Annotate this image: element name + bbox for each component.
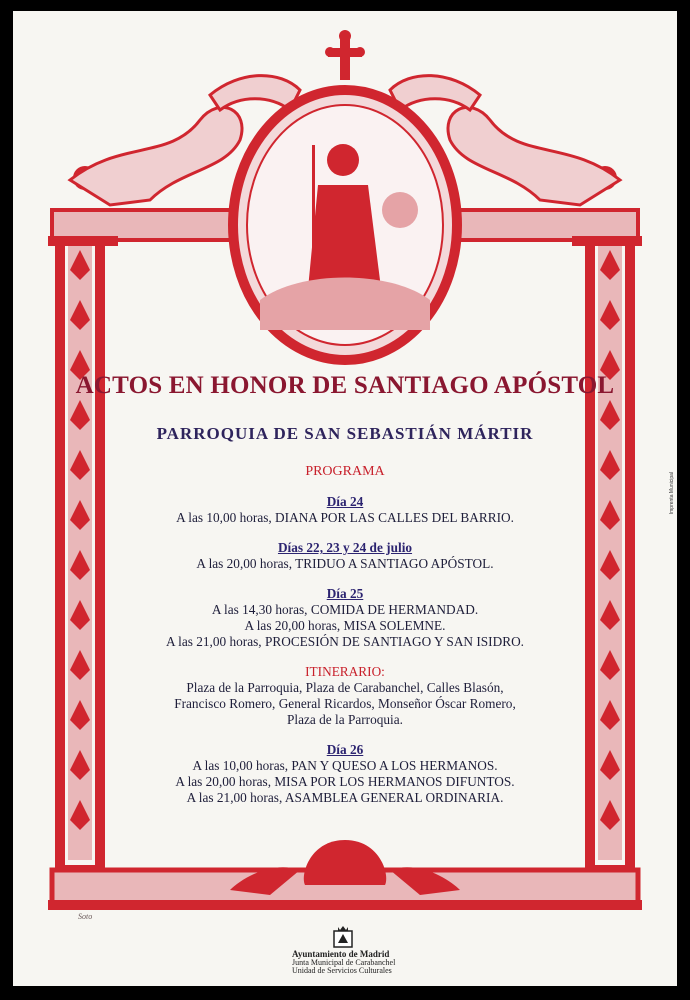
left-banner: [70, 107, 242, 205]
santiago-cross: [325, 30, 365, 80]
section-line: A las 10,00 horas, DIANA POR LAS CALLES DEL BARRIO.: [176, 510, 514, 525]
footer-institution: [292, 950, 395, 976]
right-banner: [448, 107, 620, 205]
itinerario-line: Francisco Romero, General Ricardos, Monseñor Óscar Romero,: [174, 696, 516, 711]
programa-label: PROGRAMA: [305, 464, 385, 479]
section-line: A las 21,00 horas, ASAMBLEA GENERAL ORDINARIA.: [186, 790, 504, 805]
itinerario-label: ITINERARIO:: [305, 664, 385, 679]
section-line: A las 14,30 horas, COMIDA DE HERMANDAD.: [211, 602, 479, 617]
section-dias-22-24: [120, 540, 570, 572]
section-line: A las 20,00 horas, MISA POR LOS HERMANOS DIFUNTOS.: [175, 774, 515, 789]
section-dia-26: [120, 742, 570, 806]
madrid-crest-icon: [332, 925, 354, 949]
section-heading: Día 24: [326, 494, 364, 509]
top-left-entablature: [52, 210, 252, 240]
footer-line: Junta Municipal de Carabanchel: [292, 957, 396, 967]
section-heading: Día 25: [326, 586, 364, 601]
section-itinerario: [120, 664, 570, 728]
section-dia-24: [120, 494, 570, 526]
section-dia-25: [120, 586, 570, 650]
section-line: A las 10,00 horas, PAN Y QUESO A LOS HERMANOS.: [192, 758, 498, 773]
itinerario-line: Plaza de la Parroquia.: [287, 712, 403, 727]
section-heading: Día 26: [326, 742, 364, 757]
footer-main: Ayuntamiento de Madrid: [292, 949, 390, 959]
printer-note: Imprenta Municipal: [669, 472, 675, 515]
itinerario-line: Plaza de la Parroquia, Plaza de Carabanchel, Calles Blasón,: [186, 680, 504, 695]
program: [120, 464, 570, 820]
poster-title: ACTOS EN HONOR DE SANTIAGO APÓSTOL: [75, 372, 615, 399]
section-line: A las 20,00 horas, TRIDUO A SANTIAGO APÓSTOL.: [196, 556, 494, 571]
scallop-shell: [304, 840, 386, 885]
top-right-entablature: [438, 210, 638, 240]
footer-line: Unidad de Servicios Culturales: [292, 966, 392, 975]
section-line: A las 21,00 horas, PROCESIÓN DE SANTIAGO Y SAN ISIDRO.: [165, 634, 525, 649]
poster-subtitle: PARROQUIA DE SAN SEBASTIÁN MÁRTIR: [156, 424, 534, 443]
section-line: A las 20,00 horas, MISA SOLEMNE.: [244, 618, 446, 633]
artist-signature: Soto: [78, 912, 93, 921]
section-heading: Días 22, 23 y 24 de julio: [277, 540, 413, 555]
